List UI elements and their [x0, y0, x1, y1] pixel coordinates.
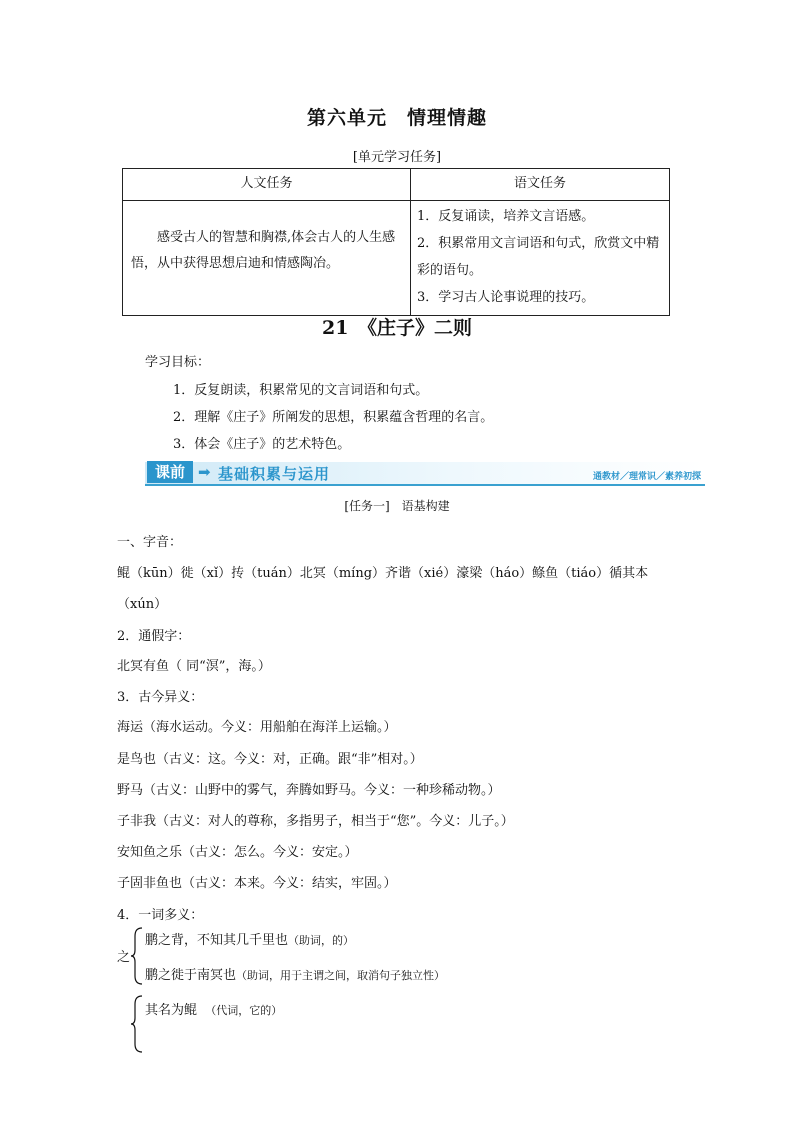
left-brace-icon — [130, 994, 144, 1054]
polysemy-char: 之 — [117, 950, 131, 965]
polysemy-note: （代词，它的） — [205, 1004, 283, 1017]
table-header-humanities: 人文任务 — [123, 169, 411, 201]
unit-task-table — [122, 168, 670, 316]
polysemy-note: （助词，的） — [288, 934, 355, 947]
heading-pronunciation: 一、字音： — [117, 535, 183, 550]
gujin-item: 子非我（古义：对人的尊称，多指男子，相当于“您”。今义：儿子。） — [117, 814, 514, 829]
task-one-label: [任务一] 语基构建 — [344, 499, 450, 513]
gujin-item: 安知鱼之乐（古义：怎么。今义：安定。） — [117, 845, 358, 860]
goals-label: 学习目标： — [145, 355, 211, 370]
banner-underline — [145, 484, 705, 486]
unit-title: 第六单元 情理情趣 — [306, 107, 487, 129]
polysemy-sentence: 鹏之背，不知其几千里也 — [145, 933, 289, 948]
arrow-right-icon: ➡ — [198, 463, 211, 481]
pronunciation-line: 鲲（kūn）徙（xǐ）抟（tuán）北冥（míng）齐谐（xié）濠梁（háo）鲦鱼（tiáo）循其本 — [117, 566, 649, 581]
polysemy-example — [145, 929, 354, 948]
task-caption: [单元学习任务] — [352, 150, 442, 165]
pronunciation-line: （xún） — [117, 597, 168, 612]
humanities-task-cell — [123, 201, 411, 316]
heading-gujin: 3．古今异义： — [117, 690, 204, 705]
chinese-task-cell — [411, 201, 670, 316]
tongjia-item: 北冥有鱼（ 同“溟”，海。） — [117, 659, 271, 674]
polysemy-example — [145, 964, 445, 983]
banner-subtitle: 通教材／理常识／素养初探 — [592, 472, 701, 482]
gujin-item: 海运（海水运动。今义：用船舶在海洋上运输。） — [117, 720, 397, 735]
chinese-task-item: 1．反复诵读，培养文言语感。 — [417, 209, 595, 224]
table-header-chinese: 语文任务 — [411, 169, 670, 201]
section-banner — [145, 460, 705, 486]
gujin-item: 子固非鱼也（古义：本来。今义：结实，牢固。） — [117, 876, 397, 891]
polysemy-sentence: 其名为鲲 — [145, 1003, 198, 1018]
chinese-task-item: 3．学习古人论事说理的技巧。 — [417, 290, 595, 305]
polysemy-sentence: 鹏之徙于南冥也 — [145, 968, 237, 983]
polysemy-note: （助词，用于主谓之间，取消句子独立性） — [236, 969, 446, 982]
banner-tag: 课前 — [147, 461, 193, 483]
heading-polysemy: 4．一词多义： — [117, 908, 204, 923]
humanities-task-text: 感受古人的智慧和胸襟,体会古人的人生感悟，从中获得思想启迪和情感陶冶。 — [131, 230, 396, 271]
chinese-task-item: 2．积累常用文言词语和句式，欣赏文中精彩的语句。 — [417, 236, 660, 278]
left-brace-icon — [130, 926, 144, 986]
polysemy-example — [145, 999, 282, 1018]
goal-item: 1．反复朗读，积累常见的文言词语和句式。 — [173, 383, 429, 398]
gujin-item: 野马（古义：山野中的雾气，奔腾如野马。今义：一种珍稀动物。） — [117, 783, 501, 798]
banner-title: 基础积累与运用 — [218, 465, 331, 483]
gujin-item: 是鸟也（古义：这。今义：对，正确。跟“非”相对。） — [117, 752, 423, 767]
heading-tongjia: 2．通假字： — [117, 629, 191, 644]
lesson-title: 21 《庄子》二则 — [322, 317, 472, 339]
goal-item: 2．理解《庄子》所阐发的思想，积累蕴含哲理的名言。 — [173, 410, 494, 425]
goal-item: 3．体会《庄子》的艺术特色。 — [173, 437, 351, 452]
